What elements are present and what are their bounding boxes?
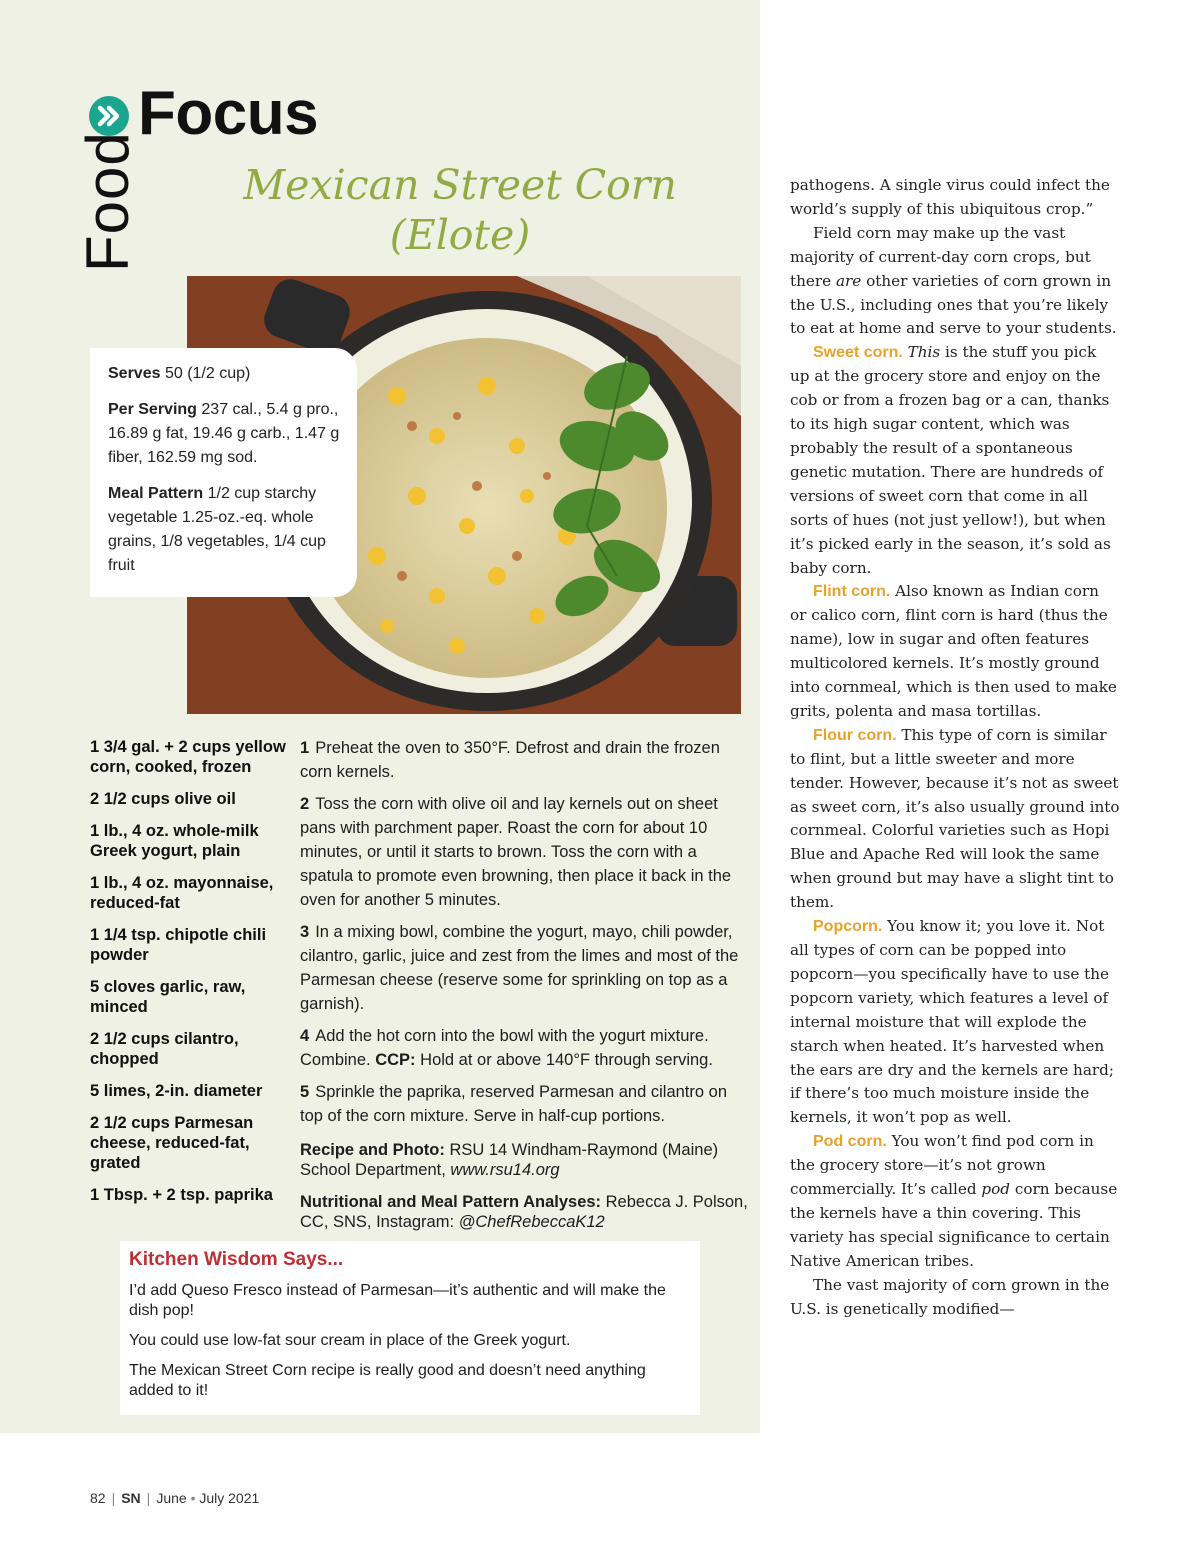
per-serving-value: 237 cal., 5.4 g pro., 16.89 g fat, 19.46 g carb., 1.47 g fiber, 162.59 mg sod. [108, 401, 340, 466]
recipe-title-line1: Mexican Street Corn [243, 161, 677, 209]
article-paragraph [790, 222, 1120, 342]
instagram-handle[interactable]: @ChefRebeccaK12 [458, 1213, 605, 1231]
recipe-credit-link[interactable]: www.rsu14.org [450, 1161, 560, 1179]
article-paragraph: The vast majority of corn grown in the U.S. is genetically modified— [790, 1275, 1110, 1318]
ingredient-item: 5 limes, 2-in. diameter [90, 1082, 263, 1100]
subhead-pod-corn: Pod corn. [813, 1133, 887, 1151]
section-title-food: Food [74, 131, 141, 272]
article-emphasis: This [907, 343, 941, 362]
ingredient-item: 1 Tbsp. + 2 tsp. paprika [90, 1186, 273, 1204]
step-item [300, 736, 750, 784]
ingredient-item: 1 1/4 tsp. chipotle chili powder [90, 926, 267, 964]
recipe-credit-value: RSU 14 Windham-Raymond (Maine) School Department, [300, 1141, 719, 1179]
article-column [790, 174, 1120, 1322]
per-serving-line [108, 398, 343, 470]
subhead-flour-corn: Flour corn. [813, 726, 897, 744]
ingredient-item: 5 cloves garlic, raw, minced [90, 978, 246, 1016]
kitchen-tip: You could use low-fat sour cream in place of the Greek yogurt. [129, 1332, 571, 1349]
article-text: Also known as Indian corn or calico corn, flint corn is hard (thus the name), low in sugar and often features multicolored kernels. It’s mostly ground into cornmeal, which is then used to make grits, polenta and masa tortillas. [790, 582, 1117, 720]
ingredient-item: 2 1/2 cups cilantro, chopped [90, 1030, 239, 1068]
ingredient-item: 2 1/2 cups Parmesan cheese, reduced-fat, grated [90, 1114, 254, 1172]
article-paragraph-popcorn [790, 915, 1120, 1130]
per-serving-label: Per Serving [108, 401, 197, 418]
magazine-name: SN [121, 1490, 141, 1506]
subhead-sweet-corn: Sweet corn. [813, 344, 903, 362]
article-emphasis: pod [981, 1180, 1011, 1199]
ingredient-item: 1 lb., 4 oz. whole-milk Greek yogurt, plain [90, 822, 259, 860]
step-number: 1 [300, 739, 310, 757]
issue-date: July 2021 [199, 1490, 260, 1506]
step-item [300, 920, 750, 1016]
step-item [300, 792, 750, 912]
analysis-credit-label: Nutritional and Meal Pattern Analyses: [300, 1193, 602, 1211]
article-text: You won’t find pod corn in the grocery store—it’s not grown commercially. It’s called [790, 1132, 1094, 1199]
page-footer [90, 1490, 259, 1506]
article-text: This type of corn is similar to flint, but a little sweeter and more tender. However, because it’s not as sweet as sweet corn, it’s also usually ground into cornmeal. Colorful varieties such as Hopi Blue and Apache Red will look the same when ground but may have a slight tint to them. [790, 725, 1120, 912]
step-number: 5 [300, 1083, 310, 1101]
serves-label: Serves [108, 365, 161, 382]
meal-pattern-label: Meal Pattern [108, 485, 204, 502]
step-number: 2 [300, 795, 310, 813]
kitchen-tip: I’d add Queso Fresco instead of Parmesan—it’s authentic and will make the dish pop! [129, 1282, 666, 1319]
article-paragraph-flour-corn [790, 724, 1120, 915]
nutrition-card [90, 348, 357, 597]
recipe-title [210, 160, 710, 260]
instructions [300, 736, 750, 1240]
footer-separator: | [146, 1490, 151, 1506]
subhead-flint-corn: Flint corn. [813, 583, 891, 601]
double-chevron-right-icon [89, 96, 129, 136]
article-emphasis: are [835, 271, 862, 290]
step-text: Add the hot corn into the bowl with the yogurt mixture. Combine. [300, 1027, 709, 1069]
article-text: Field corn may make up the vast majority of current-day corn crops, but there [790, 223, 1091, 290]
meal-pattern-line [108, 482, 343, 578]
article-text: other varieties of corn grown in the U.S., including ones that you’re likely to eat at home and serve to your students. [790, 271, 1117, 338]
serves-value: 50 (1/2 cup) [164, 365, 251, 382]
meal-pattern-value: 1/2 cup starchy vegetable 1.25-oz.-eq. whole grains, 1/8 vegetables, 1/4 cup fruit [108, 485, 326, 574]
article-text: You know it; you love it. Not all types of corn can be popped into popcorn—you specifically have to use the popcorn variety, which features a level of internal moisture that will explode the starch when heated. It’s harvested when the ears are dry and the kernels are hard; if there’s too much moisture inside the kernels, it won’t pop as well. [790, 917, 1114, 1127]
step-text: Toss the corn with olive oil and lay kernels out on sheet pans with parchment paper. Roast the corn for about 10 minutes, or until it starts to brown. Toss the corn with a spatula to promote even browning, then place it back in the oven for another 5 minutes. [300, 795, 732, 909]
step-text: Preheat the oven to 350°F. Defrost and drain the frozen corn kernels. [300, 739, 720, 781]
issue-month: June [156, 1490, 187, 1506]
step-number: 3 [300, 923, 310, 941]
ingredient-item: 1 3/4 gal. + 2 cups yellow corn, cooked, frozen [90, 738, 286, 776]
ingredients-list [90, 737, 290, 1217]
step-item [300, 1024, 750, 1072]
section-logo-badge [89, 96, 129, 136]
article-paragraph-sweet-corn [790, 341, 1120, 580]
serves-line [108, 362, 343, 386]
article-paragraph-flint-corn [790, 580, 1120, 723]
footer-separator: | [111, 1490, 116, 1506]
page-number: 82 [90, 1490, 106, 1506]
kitchen-wisdom-title: Kitchen Wisdom Says... [129, 1249, 344, 1270]
kitchen-tip: The Mexican Street Corn recipe is really good and doesn’t need anything added to it! [129, 1362, 646, 1399]
footer-dot: • [190, 1490, 196, 1506]
article-text: corn because the kernels have a thin covering. This variety has special significance to certain Native American tribes. [790, 1180, 1118, 1270]
kitchen-wisdom-box [120, 1241, 700, 1415]
analysis-credit [300, 1192, 750, 1232]
subhead-popcorn: Popcorn. [813, 918, 883, 936]
recipe-title-line2: (Elote) [389, 211, 531, 259]
analysis-credit-value: Rebecca J. Polson, CC, SNS, Instagram: [300, 1193, 748, 1231]
step-text: In a mixing bowl, combine the yogurt, mayo, chili powder, cilantro, garlic, juice and zest from the limes and most of the Parmesan cheese (reserve some for sprinkling on top as a garnish). [300, 923, 739, 1013]
ccp-label: CCP: [375, 1051, 416, 1069]
section-title-focus: Focus [138, 79, 319, 148]
recipe-credit-label: Recipe and Photo: [300, 1141, 445, 1159]
article-text: is the stuff you pick up at the grocery store and enjoy on the cob or from a frozen bag or a can, thanks to its high sugar content, which was probably the result of a spontaneous genetic mutation. There are hundreds of versions of sweet corn that come in all sorts of hues (not just yellow!), but when it’s picked early in the season, it’s sold as baby corn. [790, 343, 1111, 577]
step-text: Hold at or above 140°F through serving. [420, 1051, 713, 1069]
step-text: Sprinkle the paprika, reserved Parmesan and cilantro on top of the corn mixture. Serve in half-cup portions. [300, 1083, 727, 1125]
article-paragraph-pod-corn [790, 1130, 1120, 1273]
ingredient-item: 2 1/2 cups olive oil [90, 790, 236, 808]
step-item [300, 1080, 750, 1128]
step-number: 4 [300, 1027, 310, 1045]
article-paragraph: pathogens. A single virus could infect the world’s supply of this ubiquitous crop.” [790, 176, 1110, 218]
recipe-credit [300, 1140, 750, 1180]
ingredient-item: 1 lb., 4 oz. mayonnaise, reduced-fat [90, 874, 274, 912]
